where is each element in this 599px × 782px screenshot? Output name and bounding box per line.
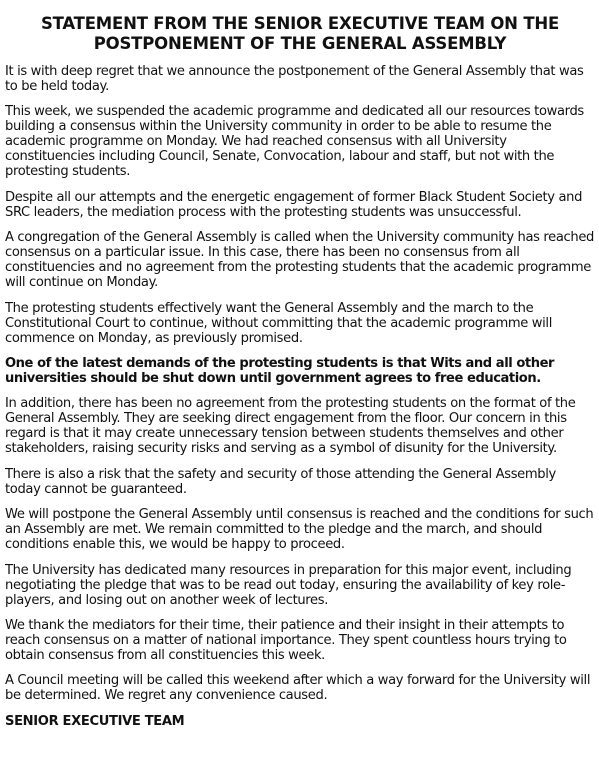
paragraph-protest-demands: The protesting students effectively want the General Assembly and the march to the Constitutional Court to continue, without committing that the academic programme will commence on Monday, as previously promised. bbox=[5, 300, 553, 346]
paragraph-postpone: We will postpone the General Assembly until consensus is reached and the conditions for such an Assembly are met. We remain committed to the pledge and the march, and should conditions enable this, we would be happy to proceed. bbox=[5, 507, 594, 553]
document-title bbox=[5, 14, 595, 54]
signoff: SENIOR EXECUTIVE TEAM bbox=[5, 713, 185, 729]
paragraph-format: In addition, there has been no agreement from the protesting students on the format of the General Assembly. They are seeking direct engagement from the floor. Our concern in this regard is that it may create unnecessary tension between students themselves and other stakeholders, raising security risks and serving as a symbol of disunity for the University. bbox=[5, 396, 576, 457]
title-line-1: STATEMENT FROM THE SENIOR EXECUTIVE TEAM ON THE bbox=[40, 14, 560, 33]
paragraph-regret: It is with deep regret that we announce the postponement of the General Assembly that was to be held today. bbox=[5, 64, 584, 94]
paragraph-resources: The University has dedicated many resources in preparation for this major event, including negotiating the pledge that was to be read out today, ensuring the availability of key role-players, and losing out on another week of lectures. bbox=[5, 562, 572, 608]
paragraph-council-meeting: A Council meeting will be called this weekend after which a way forward for the University will be determined. We regret any convenience caused. bbox=[5, 673, 591, 704]
title-line-2: POSTPONEMENT OF THE GENERAL ASSEMBLY bbox=[93, 34, 507, 53]
paragraph-congregation: A congregation of the General Assembly is called when the University community has reached consensus on a particular issue. In this case, there has been no consensus from all constituencies and no agreement from the protesting students that the academic programme will continue on Monday. bbox=[5, 230, 595, 291]
paragraph-thanks: We thank the mediators for their time, their patience and their insight in their attempts to reach consensus on a matter of national importance. They spent countless hours trying to obtain consensus from all constituencies this week. bbox=[5, 617, 567, 663]
paragraph-latest-demands: One of the latest demands of the protesting students is that Wits and all other universities should be shut down until government agrees to free education. bbox=[5, 355, 555, 386]
paragraph-suspended-programme: This week, we suspended the academic programme and dedicated all our resources towards building a consensus within the University community in order to be able to resume the academic programme on Monday. We had reached consensus with all University constituencies including Council, Senate, Convocation, labour and staff, but not with the protesting students. bbox=[5, 104, 584, 180]
paragraph-mediation: Despite all our attempts and the energetic engagement of former Black Student Society and SRC leaders, the mediation process with the protesting students was unsuccessful. bbox=[5, 189, 583, 220]
paragraph-safety: There is also a risk that the safety and security of those attending the General Assembly today cannot be guaranteed. bbox=[5, 466, 556, 497]
